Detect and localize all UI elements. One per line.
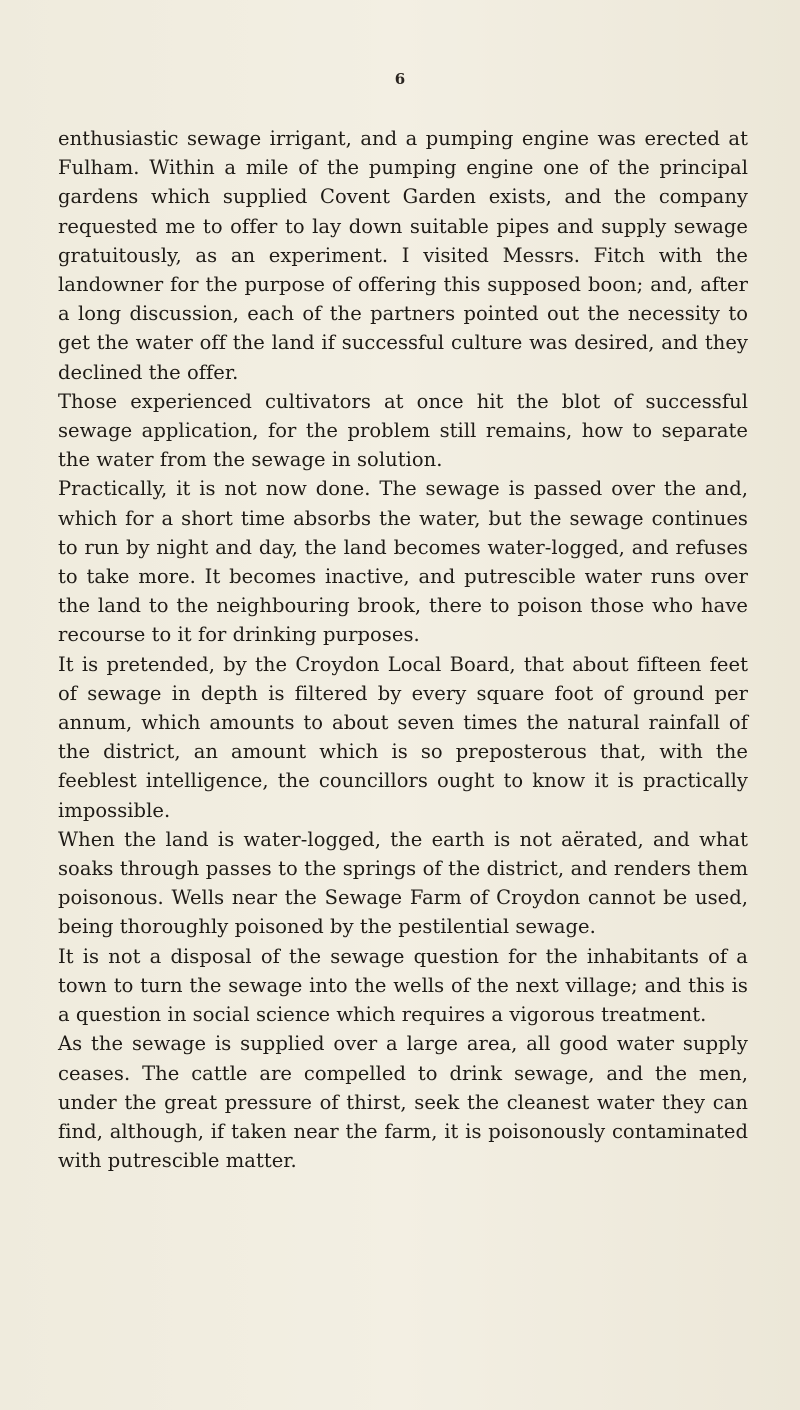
paragraph-4: It is pretended, by the Croydon Local Board, that about fifteen feet of sewage in depth is filtered by every square foot of ground per annum, which amounts to about seven times the natural rainfall of the district, an amount which is so preposterous that, with the feeblest intelligence, the councillors ought to know it is practically impossible. [58, 652, 748, 822]
paragraph-6: It is not a disposal of the sewage question for the inhabitants of a town to turn the sewage into the wells of the next village; and this is a question in social science which requires a vigorous treatment. [58, 944, 748, 1027]
paragraph-3: Practically, it is not now done. The sewage is passed over the and, which for a short time absorbs the water, but the sewage continues to run by night and day, the land becomes water-logged, and refuses to take more. It becomes inactive, and putrescible water runs over the land to the neighbouring brook, there to poison those who have recourse to it for drinking purposes. [58, 477, 748, 647]
paragraph-2: Those experienced cultivators at once hit the blot of successful sewage application, for the problem still remains, how to separate the water from the sewage in solution. [58, 389, 748, 472]
paragraph-7: As the sewage is supplied over a large area, all good water supply ceases. The cattle are compelled to drink sewage, and the men, under the great pressure of thirst, seek the cleanest water they can find, although, if taken near the farm, it is poisonously contaminated with putrescible matter. [58, 1032, 748, 1173]
paragraph-1: enthusiastic sewage irrigant, and a pumping engine was erected at Fulham. Within a mile of the pumping engine one of the principal gardens which supplied Covent Garden exists, and the company requested me to offer to lay down suitable pipes and supply sewage gratuitously, as an experiment. I visited Messrs. Fitch with the landowner for the purpose of offering this supposed boon; and, after a long discussion, each of the partners pointed out the necessity to get the water off the land if successful culture was desired, and they declined the offer. [58, 127, 748, 384]
page-number: 6 [394, 70, 406, 88]
body-text [58, 124, 748, 1175]
paragraph-5: When the land is water-logged, the earth is not aërated, and what soaks through passes to the springs of the district, and renders them poisonous. Wells near the Sewage Farm of Croydon cannot be used, being thoroughly poisoned by the pestilential sewage. [58, 827, 748, 939]
